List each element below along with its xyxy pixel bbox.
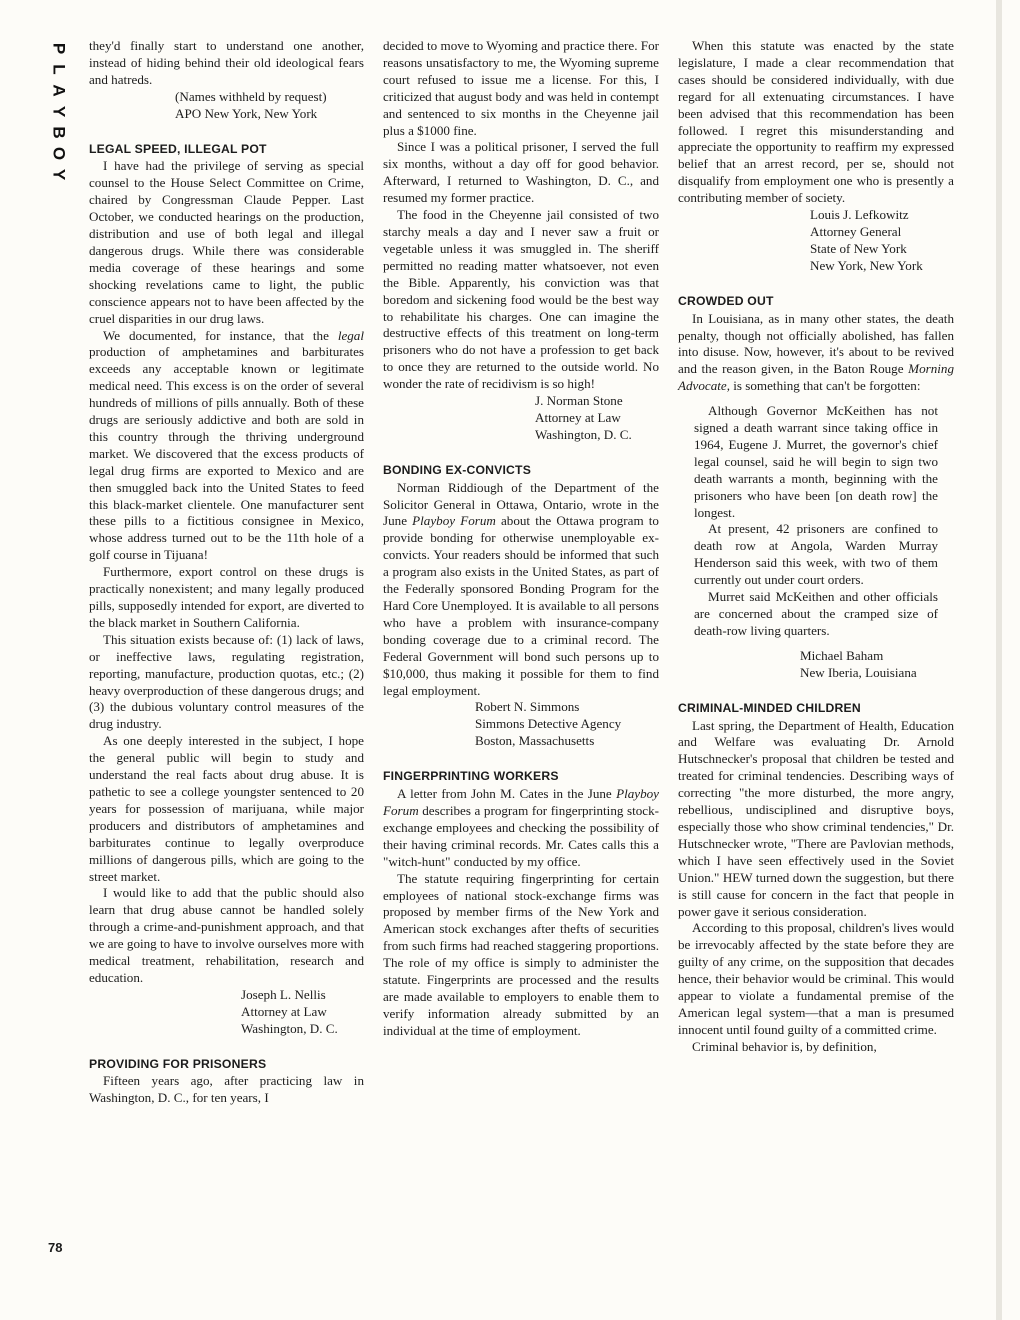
signature-line: Robert N. Simmons [475,699,580,715]
section-heading: FINGERPRINTING WORKERS [383,769,559,784]
signature-line: New Iberia, Louisiana [800,664,917,680]
paragraph: decided to move to Wyoming and practice there. For reasons unsatisfactory to me, the Wyoming supreme court refused to issue me a license. For this, I criticized that august body and was held in contempt and sentenced to six months in the Cheyenne jail plus a $1000 fine. [383,38,659,138]
signature-line: Boston, Massachusetts [475,733,595,749]
magazine-name-letter: B [49,126,69,139]
letter-signature [175,89,364,123]
letter-ending: they'd finally start to understand one another, instead of hiding behind their old ideological fears and hatreds. [89,38,364,87]
signature-line: Simmons Detective Agency [475,716,622,732]
letter-signature [800,648,954,682]
signature-line: Louis J. Lefkowitz [810,207,909,223]
letter-signature [475,699,659,750]
paragraph: A letter from John M. Cates in the June Playboy Forum describes a program for fingerprinting stock-exchange employees and checking the possibility of their having criminal records. Mr. Cates calls this a "witch-hunt" conducted by my office. [383,786,659,869]
quoted-paragraph: At present, 42 prisoners are confined to death row at Angola, Warden Murray Henderson said this week, with two of them currently out under court orders. [694,521,938,588]
letter-signature [241,987,364,1038]
section-heading: CRIMINAL-MINDED CHILDREN [678,700,861,715]
signature-line: Attorney at Law [535,409,621,425]
paragraph: I have had the privilege of serving as special counsel to the House Select Committee on Crime, chaired by Congressman Claude Pepper. Last October, we conducted hearings on the production, distribution and use of both legal and illegal dangerous drugs. While there was considerable media coverage of these hearings and some shocking revelations came to light, the public conscience appears not to have been affected by the cruel disparities in our drug laws. [89,158,364,326]
letter-signature [810,207,954,275]
signature-line: Washington, D. C. [535,426,632,442]
signature-line: Attorney General [810,223,902,239]
paragraph: We documented, for instance, that the legal production of amphetamines and barbiturates exceeds any acceptable known or legitimate medical need. This excess is on the order of several hundreds of millions of pills annually. Both of these drugs are seriously addictive and both are sold in this country through the thriving underground market. We discovered that the excess products of legal drug firms are exported to Mexico and are then smuggled back into the United States to feed this black-market clientele. One manufacturer sent these pills to a fictitious consignee in Mexico, whose address turned out to be the 11th hole of a golf course in Tijuana! [89,327,364,563]
paragraph: In Louisiana, as in many other states, the death penalty, though not officially abolished, has fallen into disuse. Now, however, it's about to be revived and the reason given, in the Baton Rouge Morning Advocate, is something that can't be forgotten: [678,310,954,394]
magazine-name-letter: Y [49,105,69,118]
magazine-name-letter: A [49,84,69,97]
signature-line: J. Norman Stone [535,393,623,409]
page-edge [996,0,1002,1320]
paragraph: The statute requiring fingerprinting for certain employees of national stock-exchange firms was proposed by member firms of the New York and American stock exchanges after thefts of securities from such firms had reached staggering proportions. The role of my office is simply to administer the statute. Fingerprints are processed and the results are made available to employers to enable them to verify information already submitted by an individual at the time of employment. [383,870,659,1038]
magazine-name-letter: Y [49,168,69,181]
section-heading: CROWDED OUT [678,293,774,308]
magazine-name [50,38,68,185]
quoted-paragraph: Although Governor McKeithen has not signed a death warrant since taking office in 1964, Eugene J. Murret, the governor's chief legal counsel, said he will begin to sign two death warrants a month, beginning with the prisoners who have been [on death row] the longest. [694,403,938,520]
letter-signature [535,393,659,444]
paragraph: This situation exists because of: (1) lack of laws, or ineffective laws, regulating registration, reporting, manufacture, production quotas, etc.; (2) heavy overproduction of these dangerous drugs; and (3) the dubious voluntary control measures of the drug industry. [89,631,364,732]
paragraph: I would like to add that the public should also learn that drug abuse cannot be handled solely through a crime-and-punishment approach, and that we are going to have to involve ourselves more with medical treatment, rehabilitation, research and education. [89,885,364,985]
paragraph: The food in the Cheyenne jail consisted of two starchy meals a day and I never saw a fruit or vegetable unless it was smuggled in. The sheriff permitted no reading matter whatsoever, not even the Bible. Apparently, his conviction was that boredom and sickening food would be the best way to rehabilitate his charges. One can imagine the destructive effects of this treatment on long-term prisoners who do not have a profession to get back to once they are returned to the outside world. No wonder the rate of recidivism is so high! [383,207,659,392]
signature-line: Joseph L. Nellis [241,986,326,1002]
paragraph: Since I was a political prisoner, I served the full six months, without a day off for good behavior. Afterward, I returned to Washington, D. C., and resumed my former practice. [383,139,659,206]
quoted-paragraph: Murret said McKeithen and other officials are concerned about the cramped size of death-row living quarters. [694,589,938,638]
magazine-name-letter: P [49,42,69,55]
signature-line: APO New York, New York [175,105,318,121]
column-3 [678,38,954,1056]
paragraph: Fifteen years ago, after practicing law in Washington, D. C., for ten years, I [89,1073,364,1106]
signature-line: Michael Baham [800,647,884,663]
magazine-name-letter: L [49,64,69,75]
signature-line: Attorney at Law [241,1003,327,1019]
column-2 [383,38,659,1040]
signature-line: (Names withheld by request) [175,88,327,104]
signature-line: State of New York [810,240,907,256]
paragraph: Criminal behavior is, by definition, [692,1038,877,1054]
magazine-name-letter: O [49,146,69,161]
column-1 [89,38,364,1107]
paragraph: Norman Riddiough of the Department of the Solicitor General in Ottawa, Ontario, wrote in the June Playboy Forum about the Ottawa program to provide bonding for otherwise unemployable ex-convicts. Your readers should be informed that such a program also exists in the United States, as part of the Federally sponsored Bonding Program for the Hard Core Unemployed. It is available to all persons who have a problem with insurance-company bonding coverage due to a criminal record. The Federal Government will bond such persons up to $10,000, thus making it possible for them to find legal employment. [383,479,659,698]
page-number: 78 [48,1240,63,1255]
section-heading: PROVIDING FOR PRISONERS [89,1056,267,1071]
paragraph: According to this proposal, children's lives would be irrevocably affected by the state before they are guilty of any crime, on the supposition that decades hence, their behavior would be criminal. This would appear to violate a fundamental premise of the American legal system—that a man is presumed innocent until found guilty of a committed crime. [678,920,954,1037]
paragraph: When this statute was enacted by the state legislature, I made a clear recommendation that cases should be considered individually, with due regard for all extenuating circumstances. I have been advised that this recommendation has been followed. I regret this misunderstanding and appreciate the opportunity to reaffirm my expressed belief that an arrest record, per se, should not disqualify from employment one who is presently a contributing member of society. [678,38,954,206]
section-heading: LEGAL SPEED, ILLEGAL POT [89,141,267,156]
signature-line: Washington, D. C. [241,1020,338,1036]
section-heading: BONDING EX-CONVICTS [383,462,532,477]
signature-line: New York, New York [810,257,923,273]
paragraph: Last spring, the Department of Health, Education and Welfare was evaluating Dr. Arnold Hutschnecker's proposal that children be tested and treated for criminal tendencies. Describing ways of correcting "the more disturbed, the more angry, rebellious, undisciplined and disruptive boys, especially those who show criminal tendencies," Dr. Hutschnecker wrote, "There are Pavlovian methods, which I have seen effectively used in the Soviet Union." HEW turned down the suggestion, but there is still cause for concern in the fact that people in power gave it serious consideration. [678,717,954,919]
paragraph: Furthermore, export control on these drugs is practically nonexistent; and many legally produced pills, supposedly intended for export, are diverted to the black market in Southern California. [89,564,364,630]
paragraph: As one deeply interested in the subject, I hope the general public will begin to study and understand the real facts about drug abuse. It is pathetic to see a college youngster sentenced to 20 years for possession of marijuana, while major producers and distributors of amphetamines and barbiturates continue to legally overproduce millions of dangerous pills, which are going to the street market. [89,733,364,884]
